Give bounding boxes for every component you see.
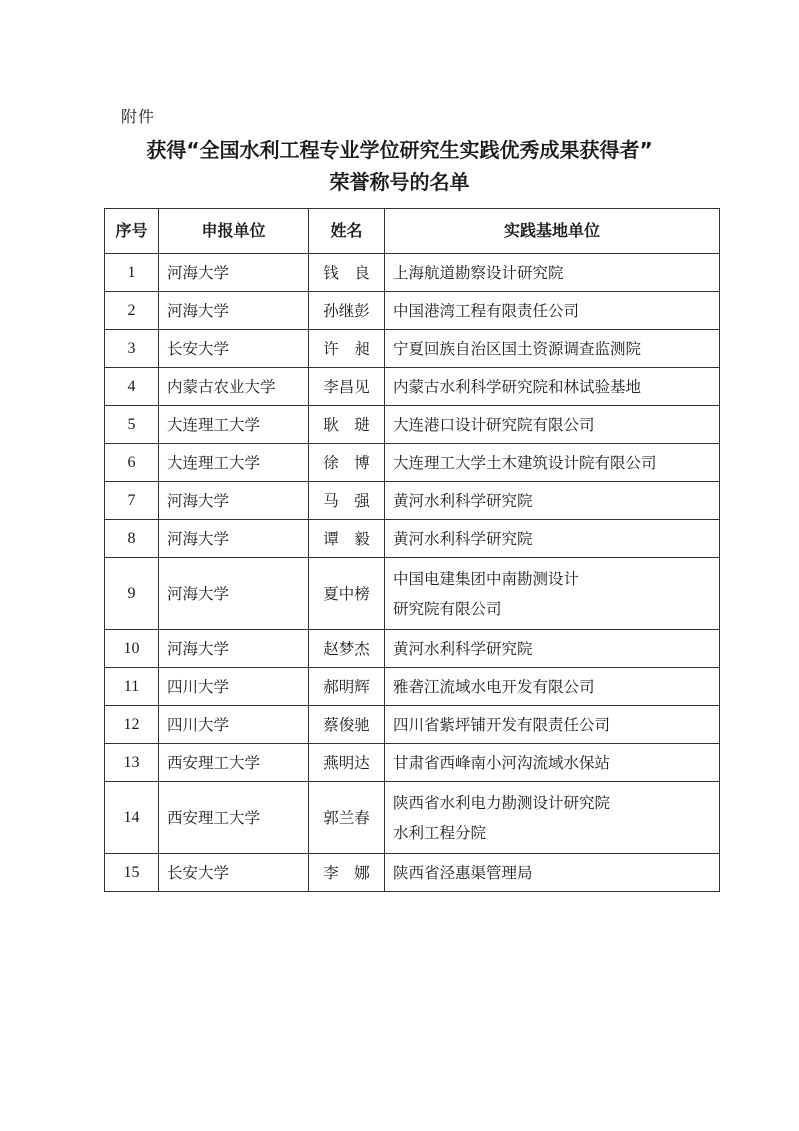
cell-base: 四川省紫坪铺开发有限责任公司 bbox=[385, 706, 720, 744]
cell-serial: 6 bbox=[105, 444, 159, 482]
honor-list-table bbox=[104, 208, 720, 892]
cell-name: 李昌见 bbox=[309, 368, 385, 406]
cell-name: 李 娜 bbox=[309, 854, 385, 892]
cell-serial: 14 bbox=[105, 782, 159, 854]
table-row bbox=[105, 444, 720, 482]
cell-name: 徐 博 bbox=[309, 444, 385, 482]
table-row bbox=[105, 744, 720, 782]
cell-name: 许 昶 bbox=[309, 330, 385, 368]
cell-unit: 河海大学 bbox=[159, 482, 309, 520]
cell-serial: 9 bbox=[105, 558, 159, 630]
attachment-label: 附件 bbox=[121, 107, 156, 126]
cell-base: 陕西省泾惠渠管理局 bbox=[385, 854, 720, 892]
cell-name: 蔡俊驰 bbox=[309, 706, 385, 744]
cell-base: 大连港口设计研究院有限公司 bbox=[385, 406, 720, 444]
table-row bbox=[105, 782, 720, 854]
cell-name: 马 强 bbox=[309, 482, 385, 520]
table-row bbox=[105, 482, 720, 520]
cell-name: 孙继彭 bbox=[309, 292, 385, 330]
cell-serial: 12 bbox=[105, 706, 159, 744]
cell-serial: 8 bbox=[105, 520, 159, 558]
cell-base: 甘肃省西峰南小河沟流域水保站 bbox=[385, 744, 720, 782]
cell-base-line2: 水利工程分院 bbox=[393, 823, 487, 842]
cell-name: 耿 琎 bbox=[309, 406, 385, 444]
cell-unit: 长安大学 bbox=[159, 854, 309, 892]
cell-name: 赵梦杰 bbox=[309, 630, 385, 668]
cell-name: 夏中榜 bbox=[309, 558, 385, 630]
cell-serial: 5 bbox=[105, 406, 159, 444]
cell-base bbox=[385, 558, 720, 630]
table-row bbox=[105, 558, 720, 630]
cell-name: 谭 毅 bbox=[309, 520, 385, 558]
document-subtitle: 荣誉称号的名单 bbox=[329, 170, 470, 194]
table-row bbox=[105, 706, 720, 744]
cell-unit: 河海大学 bbox=[159, 520, 309, 558]
table-row bbox=[105, 854, 720, 892]
cell-base: 上海航道勘察设计研究院 bbox=[385, 254, 720, 292]
cell-base bbox=[385, 782, 720, 854]
cell-unit: 河海大学 bbox=[159, 292, 309, 330]
header-name: 姓名 bbox=[309, 209, 385, 254]
cell-name: 钱 良 bbox=[309, 254, 385, 292]
cell-base: 内蒙古水利科学研究院和林试验基地 bbox=[385, 368, 720, 406]
cell-base: 雅砻江流域水电开发有限公司 bbox=[385, 668, 720, 706]
table-header-row bbox=[105, 209, 720, 254]
cell-serial: 15 bbox=[105, 854, 159, 892]
cell-base: 黄河水利科学研究院 bbox=[385, 482, 720, 520]
table-row bbox=[105, 668, 720, 706]
header-unit: 申报单位 bbox=[159, 209, 309, 254]
cell-name: 郝明辉 bbox=[309, 668, 385, 706]
cell-unit: 大连理工大学 bbox=[159, 444, 309, 482]
cell-serial: 4 bbox=[105, 368, 159, 406]
cell-serial: 7 bbox=[105, 482, 159, 520]
cell-unit: 长安大学 bbox=[159, 330, 309, 368]
cell-base-line1: 中国电建集团中南勘测设计 bbox=[393, 569, 580, 588]
cell-base: 黄河水利科学研究院 bbox=[385, 630, 720, 668]
table-row bbox=[105, 368, 720, 406]
cell-unit: 四川大学 bbox=[159, 706, 309, 744]
header-serial: 序号 bbox=[105, 209, 159, 254]
cell-unit: 大连理工大学 bbox=[159, 406, 309, 444]
cell-serial: 3 bbox=[105, 330, 159, 368]
cell-serial: 10 bbox=[105, 630, 159, 668]
table-row bbox=[105, 406, 720, 444]
cell-unit: 西安理工大学 bbox=[159, 744, 309, 782]
cell-unit: 河海大学 bbox=[159, 558, 309, 630]
cell-base-line1: 陕西省水利电力勘测设计研究院 bbox=[393, 793, 611, 812]
table-row bbox=[105, 292, 720, 330]
cell-base: 黄河水利科学研究院 bbox=[385, 520, 720, 558]
cell-unit: 内蒙古农业大学 bbox=[159, 368, 309, 406]
cell-unit: 河海大学 bbox=[159, 630, 309, 668]
cell-base: 大连理工大学土木建筑设计院有限公司 bbox=[385, 444, 720, 482]
cell-name: 燕明达 bbox=[309, 744, 385, 782]
cell-base-line2: 研究院有限公司 bbox=[393, 599, 502, 618]
cell-name: 郭兰春 bbox=[309, 782, 385, 854]
table-row bbox=[105, 254, 720, 292]
cell-unit: 四川大学 bbox=[159, 668, 309, 706]
cell-base: 宁夏回族自治区国土资源调查监测院 bbox=[385, 330, 720, 368]
cell-base: 中国港湾工程有限责任公司 bbox=[385, 292, 720, 330]
table-row bbox=[105, 520, 720, 558]
cell-unit: 河海大学 bbox=[159, 254, 309, 292]
table-row bbox=[105, 630, 720, 668]
cell-unit: 西安理工大学 bbox=[159, 782, 309, 854]
document-title: 获得“全国水利工程专业学位研究生实践优秀成果获得者” bbox=[146, 138, 653, 162]
cell-serial: 2 bbox=[105, 292, 159, 330]
table-row bbox=[105, 330, 720, 368]
cell-serial: 13 bbox=[105, 744, 159, 782]
header-base: 实践基地单位 bbox=[385, 209, 720, 254]
cell-serial: 1 bbox=[105, 254, 159, 292]
cell-serial: 11 bbox=[105, 668, 159, 706]
